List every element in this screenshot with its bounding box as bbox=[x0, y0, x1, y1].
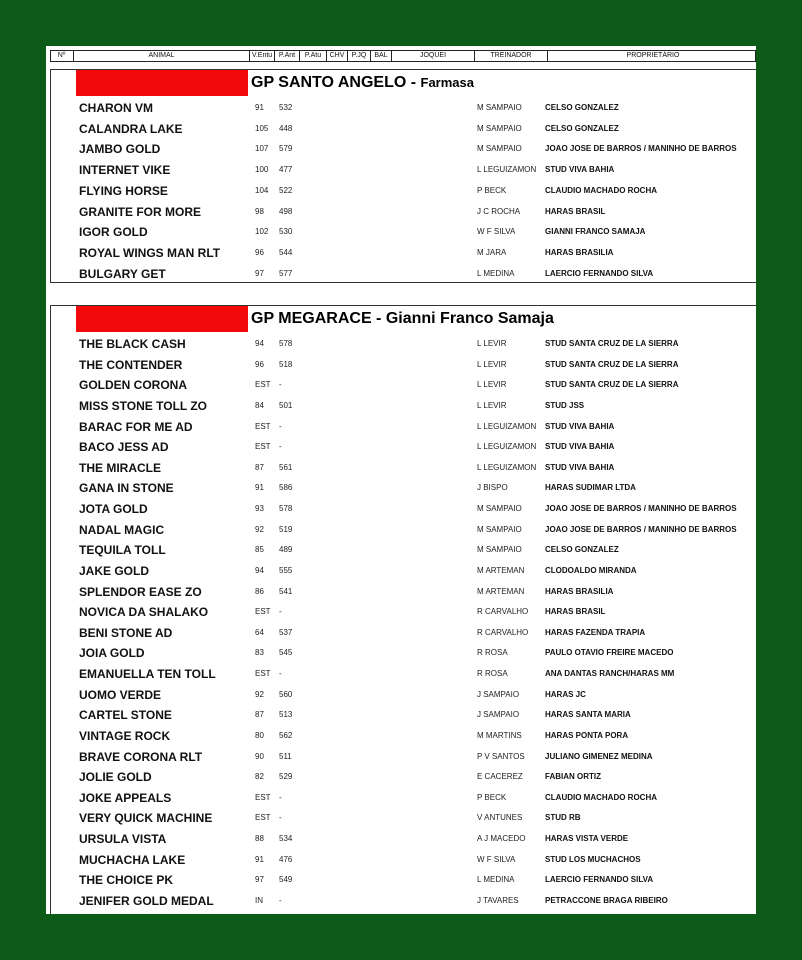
trainer-name: J BISPO bbox=[477, 483, 508, 493]
entry-row bbox=[51, 202, 756, 222]
red-marker-bar bbox=[76, 70, 248, 96]
p-ant-value: 489 bbox=[279, 545, 293, 555]
p-ant-value: 530 bbox=[279, 227, 293, 237]
owner-name: HARAS BRASIL bbox=[545, 206, 606, 216]
v-entu-value: 104 bbox=[255, 185, 269, 195]
p-ant-value: - bbox=[279, 421, 282, 431]
entry-row bbox=[51, 643, 756, 663]
animal-name: VINTAGE ROCK bbox=[79, 728, 171, 743]
v-entu-value: 97 bbox=[255, 875, 264, 885]
p-ant-value: 519 bbox=[279, 524, 293, 534]
entry-row bbox=[51, 98, 756, 118]
race-title-sponsor: Gianni Franco Samaja bbox=[385, 310, 554, 327]
animal-name: FLYING HORSE bbox=[79, 183, 168, 198]
v-entu-value: 102 bbox=[255, 227, 269, 237]
entry-row bbox=[51, 664, 756, 684]
animal-name: MUCHACHA LAKE bbox=[79, 852, 186, 867]
p-ant-value: 579 bbox=[279, 144, 293, 154]
animal-name: GANA IN STONE bbox=[79, 481, 174, 496]
owner-name: PAULO OTAVIO FREIRE MACEDO bbox=[545, 648, 674, 658]
p-ant-value: 578 bbox=[279, 504, 293, 514]
v-entu-value: EST bbox=[255, 669, 271, 679]
entry-row bbox=[51, 685, 756, 705]
animal-name: TEQUILA TOLL bbox=[79, 543, 166, 558]
v-entu-value: 98 bbox=[255, 206, 264, 216]
v-entu-value: 90 bbox=[255, 751, 264, 761]
entry-row bbox=[51, 891, 756, 911]
p-ant-value: 498 bbox=[279, 206, 293, 216]
v-entu-value: EST bbox=[255, 792, 271, 802]
animal-name: ROYAL WINGS MAN RLT bbox=[79, 245, 221, 260]
v-entu-value: 85 bbox=[255, 545, 264, 555]
animal-name: JOLIE GOLD bbox=[79, 770, 152, 785]
race-section-santo-angelo bbox=[50, 69, 756, 283]
owner-name: STUD VIVA BAHIA bbox=[545, 462, 615, 472]
owner-name: HARAS FAZENDA TRAPIA bbox=[545, 627, 646, 637]
entry-row bbox=[51, 747, 756, 767]
owner-name: HARAS BRASILIA bbox=[545, 586, 614, 596]
p-ant-value: - bbox=[279, 442, 282, 452]
p-ant-value: - bbox=[279, 792, 282, 802]
trainer-name: L LEGUIZAMON bbox=[477, 462, 537, 472]
race-title-separator: - bbox=[371, 310, 386, 327]
animal-name: NADAL MAGIC bbox=[79, 522, 165, 537]
entry-row bbox=[51, 243, 756, 263]
animal-name: BENI STONE AD bbox=[79, 625, 173, 640]
v-entu-value: 91 bbox=[255, 854, 264, 864]
red-marker-bar bbox=[76, 306, 248, 332]
v-entu-value: 97 bbox=[255, 268, 264, 278]
p-ant-value: 545 bbox=[279, 648, 293, 658]
entry-row bbox=[51, 540, 756, 560]
entry-row bbox=[51, 602, 756, 622]
trainer-name: L LEGUIZAMON bbox=[477, 442, 537, 452]
p-ant-value: 577 bbox=[279, 268, 293, 278]
entry-row bbox=[51, 870, 756, 890]
race-title-name: GP MEGARACE bbox=[251, 310, 372, 327]
entry-row bbox=[51, 437, 756, 457]
p-ant-value: 541 bbox=[279, 586, 293, 596]
trainer-name: P V SANTOS bbox=[477, 751, 525, 761]
animal-name: UOMO VERDE bbox=[79, 687, 162, 702]
animal-name: GRANITE FOR MORE bbox=[79, 204, 201, 219]
v-entu-value: 91 bbox=[255, 483, 264, 493]
trainer-name: L MEDINA bbox=[477, 875, 515, 885]
v-entu-value: 87 bbox=[255, 462, 264, 472]
p-ant-value: - bbox=[279, 669, 282, 679]
trainer-name: L LEVIR bbox=[477, 359, 507, 369]
owner-name: CELSO GONZALEZ bbox=[545, 103, 619, 112]
entry-row bbox=[51, 181, 756, 201]
v-entu-value: 96 bbox=[255, 359, 264, 369]
v-entu-value: 94 bbox=[255, 565, 264, 575]
p-ant-value: 511 bbox=[279, 751, 292, 761]
col-header-num: Nº bbox=[57, 52, 66, 59]
owner-name: STUD VIVA BAHIA bbox=[545, 165, 615, 175]
entry-row bbox=[51, 396, 756, 416]
owner-name: LAERCIO FERNANDO SILVA bbox=[545, 268, 654, 278]
p-ant-value: - bbox=[279, 896, 282, 905]
p-ant-value: - bbox=[279, 380, 282, 390]
owner-name: HARAS VISTA VERDE bbox=[545, 834, 629, 844]
trainer-name: M ARTEMAN bbox=[477, 565, 525, 575]
trainer-name: L LEGUIZAMON bbox=[477, 165, 537, 175]
owner-name: STUD VIVA BAHIA bbox=[545, 442, 615, 452]
entry-row bbox=[51, 458, 756, 478]
animal-name: NOVICA DA SHALAKO bbox=[79, 605, 209, 620]
owner-name: FABIAN ORTIZ bbox=[545, 772, 601, 782]
trainer-name: M SAMPAIO bbox=[477, 123, 522, 133]
owner-name: STUD SANTA CRUZ DE LA SIERRA bbox=[545, 380, 679, 390]
col-header-animal: ANIMAL bbox=[73, 51, 249, 61]
animal-name: JAMBO GOLD bbox=[79, 142, 161, 157]
owner-name: CLAUDIO MACHADO ROCHA bbox=[545, 185, 657, 195]
animal-name: BACO JESS AD bbox=[79, 440, 169, 455]
p-ant-value: 561 bbox=[279, 462, 293, 472]
v-entu-value: 107 bbox=[255, 144, 269, 154]
owner-name: CLAUDIO MACHADO ROCHA bbox=[545, 792, 657, 802]
race-title-sponsor: Farmasa bbox=[420, 75, 474, 90]
p-ant-value: 532 bbox=[279, 103, 293, 112]
animal-name: THE MIRACLE bbox=[79, 460, 161, 475]
p-ant-value: 448 bbox=[279, 123, 293, 133]
p-ant-value: 477 bbox=[279, 165, 293, 175]
col-header-chv: CHV bbox=[326, 51, 347, 61]
animal-name: JAKE GOLD bbox=[79, 563, 150, 578]
animal-name: EMANUELLA TEN TOLL bbox=[79, 667, 216, 682]
v-entu-value: 84 bbox=[255, 400, 264, 410]
animal-name: THE CONTENDER bbox=[79, 357, 183, 372]
animal-name: BRAVE CORONA RLT bbox=[79, 749, 203, 764]
animal-name: THE CHOICE PK bbox=[79, 873, 174, 888]
animal-name: CARTEL STONE bbox=[79, 708, 172, 723]
p-ant-value: 537 bbox=[279, 627, 293, 637]
animal-name: MISS STONE TOLL ZO bbox=[79, 398, 208, 413]
owner-name: JOAO JOSE DE BARROS / MANINHO DE BARROS bbox=[545, 504, 737, 514]
trainer-name: M SAMPAIO bbox=[477, 504, 522, 514]
animal-name: VERY QUICK MACHINE bbox=[79, 811, 213, 826]
owner-name: HARAS BRASILIA bbox=[545, 247, 614, 257]
race-title-name: GP SANTO ANGELO bbox=[251, 74, 407, 91]
v-entu-value: IN bbox=[255, 896, 263, 905]
animal-name: IGOR GOLD bbox=[79, 225, 148, 240]
animal-name: GOLDEN CORONA bbox=[79, 378, 187, 393]
entry-row bbox=[51, 119, 756, 139]
trainer-name: L LEVIR bbox=[477, 400, 507, 410]
entry-row bbox=[51, 623, 756, 643]
v-entu-value: 82 bbox=[255, 772, 264, 782]
owner-name: ANA DANTAS RANCH/HARAS MM bbox=[545, 669, 675, 679]
race-title-separator: - bbox=[406, 74, 421, 91]
entry-row bbox=[51, 705, 756, 725]
race-title bbox=[251, 74, 474, 96]
p-ant-value: 518 bbox=[279, 359, 293, 369]
p-ant-value: 560 bbox=[279, 689, 293, 699]
v-entu-value: EST bbox=[255, 813, 271, 823]
v-entu-value: 94 bbox=[255, 339, 264, 348]
col-header-v-entu: V.Entu bbox=[249, 51, 274, 61]
entry-row bbox=[51, 222, 756, 242]
trainer-name: A J MACEDO bbox=[477, 834, 526, 844]
entry-row bbox=[51, 726, 756, 746]
col-header-p-atu: P.Atu bbox=[299, 51, 326, 61]
col-header-proprietario: PROPRIETÁRIO bbox=[547, 51, 756, 61]
p-ant-value: 476 bbox=[279, 854, 293, 864]
owner-name: HARAS PONTA PORA bbox=[545, 730, 629, 740]
document-sheet bbox=[46, 46, 756, 914]
owner-name: PETRACCONE BRAGA RIBEIRO bbox=[545, 896, 668, 905]
column-header-bar bbox=[50, 50, 756, 62]
trainer-name: J C ROCHA bbox=[477, 206, 521, 216]
entry-row bbox=[51, 334, 756, 354]
owner-name: HARAS JC bbox=[545, 689, 586, 699]
p-ant-value: - bbox=[279, 607, 282, 617]
owner-name: CLODOALDO MIRANDA bbox=[545, 565, 637, 575]
trainer-name: M MARTINS bbox=[477, 730, 522, 740]
trainer-name: W F SILVA bbox=[477, 854, 516, 864]
p-ant-value: 555 bbox=[279, 565, 293, 575]
v-entu-value: EST bbox=[255, 442, 271, 452]
v-entu-value: 105 bbox=[255, 123, 269, 133]
entry-row bbox=[51, 520, 756, 540]
v-entu-value: 96 bbox=[255, 247, 264, 257]
v-entu-value: 92 bbox=[255, 689, 264, 699]
trainer-name: P BECK bbox=[477, 185, 507, 195]
v-entu-value: 88 bbox=[255, 834, 264, 844]
animal-name: JOIA GOLD bbox=[79, 646, 145, 661]
col-header-p-ant: P.Ant bbox=[274, 51, 299, 61]
race-title bbox=[251, 310, 554, 332]
trainer-name: M JARA bbox=[477, 247, 507, 257]
entry-row bbox=[51, 829, 756, 849]
owner-name: LAERCIO FERNANDO SILVA bbox=[545, 875, 654, 885]
v-entu-value: 91 bbox=[255, 103, 264, 112]
v-entu-value: 93 bbox=[255, 504, 264, 514]
col-header-bal: BAL bbox=[370, 51, 391, 61]
trainer-name: L LEVIR bbox=[477, 380, 507, 390]
p-ant-value: 562 bbox=[279, 730, 293, 740]
p-ant-value: 529 bbox=[279, 772, 293, 782]
v-entu-value: 87 bbox=[255, 710, 264, 720]
trainer-name: J SAMPAIO bbox=[477, 710, 520, 720]
owner-name: JULIANO GIMENEZ MEDINA bbox=[545, 751, 653, 761]
owner-name: STUD JSS bbox=[545, 400, 585, 410]
trainer-name: L LEGUIZAMON bbox=[477, 421, 537, 431]
owner-name: STUD VIVA BAHIA bbox=[545, 421, 615, 431]
entry-row bbox=[51, 499, 756, 519]
p-ant-value: 501 bbox=[279, 400, 293, 410]
owner-name: CELSO GONZALEZ bbox=[545, 123, 619, 133]
entry-row bbox=[51, 850, 756, 870]
col-header-p-jq: P.JQ bbox=[347, 51, 370, 61]
animal-name: BULGARY GET bbox=[79, 266, 166, 281]
trainer-name: J TAVARES bbox=[477, 896, 519, 905]
entry-row bbox=[51, 160, 756, 180]
trainer-name: R ROSA bbox=[477, 669, 508, 679]
trainer-name: E CACEREZ bbox=[477, 772, 523, 782]
entry-row bbox=[51, 139, 756, 159]
trainer-name: M SAMPAIO bbox=[477, 103, 522, 112]
col-header-joquei: JOQUEI bbox=[391, 51, 474, 61]
entry-row bbox=[51, 478, 756, 498]
owner-name: STUD RB bbox=[545, 813, 581, 823]
v-entu-value: 86 bbox=[255, 586, 264, 596]
v-entu-value: EST bbox=[255, 421, 271, 431]
p-ant-value: 578 bbox=[279, 339, 293, 348]
trainer-name: M SAMPAIO bbox=[477, 144, 522, 154]
v-entu-value: 100 bbox=[255, 165, 269, 175]
entry-row bbox=[51, 582, 756, 602]
owner-name: HARAS SUDIMAR LTDA bbox=[545, 483, 636, 493]
v-entu-value: 64 bbox=[255, 627, 264, 637]
trainer-name: M SAMPAIO bbox=[477, 524, 522, 534]
trainer-name: M ARTEMAN bbox=[477, 586, 525, 596]
entry-row bbox=[51, 561, 756, 581]
owner-name: HARAS SANTA MARIA bbox=[545, 710, 631, 720]
owner-name: CELSO GONZALEZ bbox=[545, 545, 619, 555]
p-ant-value: 586 bbox=[279, 483, 293, 493]
v-entu-value: 83 bbox=[255, 648, 264, 658]
owner-name: JOAO JOSE DE BARROS / MANINHO DE BARROS bbox=[545, 524, 737, 534]
animal-name: INTERNET VIKE bbox=[79, 163, 171, 178]
entry-row bbox=[51, 355, 756, 375]
animal-name: CALANDRA LAKE bbox=[79, 121, 183, 136]
p-ant-value: 544 bbox=[279, 247, 293, 257]
race-section-megarace bbox=[50, 305, 756, 914]
trainer-name: L MEDINA bbox=[477, 268, 515, 278]
owner-name: HARAS BRASIL bbox=[545, 607, 606, 617]
animal-name: CHARON VM bbox=[79, 101, 153, 115]
p-ant-value: 513 bbox=[279, 710, 293, 720]
owner-name: STUD SANTA CRUZ DE LA SIERRA bbox=[545, 359, 679, 369]
p-ant-value: - bbox=[279, 813, 282, 823]
trainer-name: R ROSA bbox=[477, 648, 508, 658]
animal-name: URSULA VISTA bbox=[79, 832, 167, 847]
entry-row bbox=[51, 767, 756, 787]
v-entu-value: 80 bbox=[255, 730, 264, 740]
owner-name: STUD LOS MUCHACHOS bbox=[545, 854, 641, 864]
animal-name: SPLENDOR EASE ZO bbox=[79, 584, 202, 599]
p-ant-value: 534 bbox=[279, 834, 293, 844]
animal-name: JOTA GOLD bbox=[79, 502, 148, 517]
owner-name: STUD SANTA CRUZ DE LA SIERRA bbox=[545, 339, 679, 348]
owner-name: GIANNI FRANCO SAMAJA bbox=[545, 227, 646, 237]
trainer-name: R CARVALHO bbox=[477, 607, 529, 617]
trainer-name: W F SILVA bbox=[477, 227, 516, 237]
v-entu-value: EST bbox=[255, 607, 271, 617]
animal-name: JOKE APPEALS bbox=[79, 790, 172, 805]
trainer-name: V ANTUNES bbox=[477, 813, 523, 823]
trainer-name: P BECK bbox=[477, 792, 507, 802]
owner-name: JOAO JOSE DE BARROS / MANINHO DE BARROS bbox=[545, 144, 737, 154]
trainer-name: J SAMPAIO bbox=[477, 689, 520, 699]
col-header-treinador: TREINADOR bbox=[474, 51, 547, 61]
p-ant-value: 549 bbox=[279, 875, 293, 885]
animal-name: JENIFER GOLD MEDAL bbox=[79, 894, 214, 908]
v-entu-value: EST bbox=[255, 380, 271, 390]
trainer-name: M SAMPAIO bbox=[477, 545, 522, 555]
entry-row bbox=[51, 375, 756, 395]
p-ant-value: 522 bbox=[279, 185, 293, 195]
animal-name: THE BLACK CASH bbox=[79, 337, 186, 351]
trainer-name: L LEVIR bbox=[477, 339, 507, 348]
entry-row bbox=[51, 417, 756, 437]
entry-row bbox=[51, 788, 756, 808]
v-entu-value: 92 bbox=[255, 524, 264, 534]
entry-row bbox=[51, 264, 756, 284]
entry-row bbox=[51, 808, 756, 828]
trainer-name: R CARVALHO bbox=[477, 627, 529, 637]
animal-name: BARAC FOR ME AD bbox=[79, 419, 193, 434]
